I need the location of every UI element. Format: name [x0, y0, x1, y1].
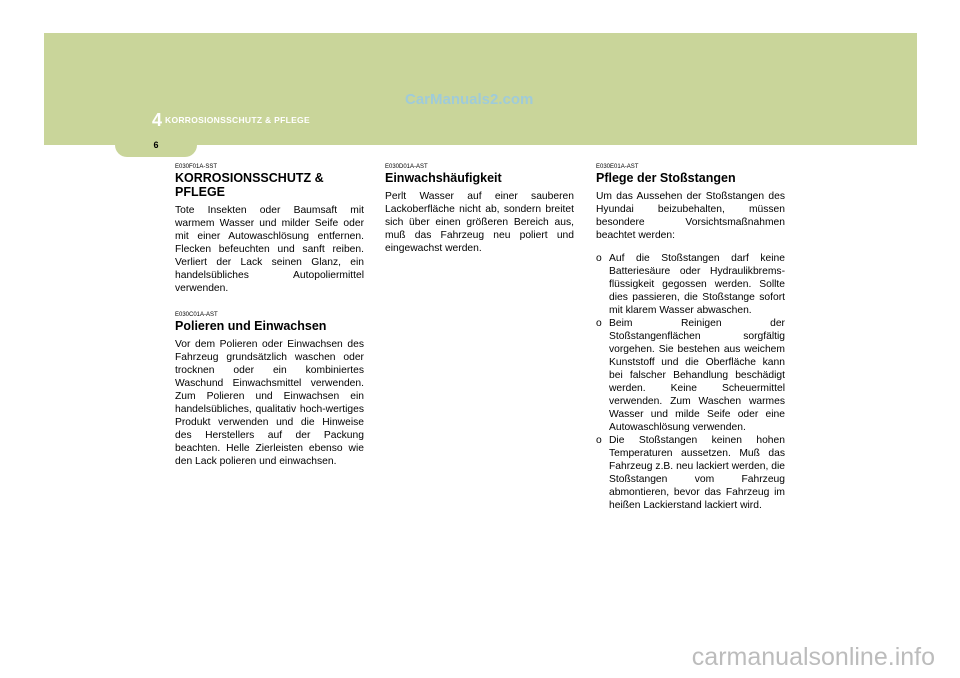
section-heading: Polieren und Einwachsen [175, 319, 327, 333]
list-item [596, 434, 785, 512]
bumper-care-list [596, 252, 785, 512]
section-code: E030C01A-AST [175, 312, 218, 318]
section-heading: KORROSIONSSCHUTZ & PFLEGE [175, 171, 324, 199]
list-item-text: Auf die Stoßstangen darf keine Batteriesäure oder Hydraulikbrems-flüssigkeit gegossen werden. Sollte dies passieren, die Stoßstange sofort mit klarem Wasser abwaschen. [609, 253, 785, 316]
column-3 [596, 163, 785, 512]
watermark-bottom-link[interactable]: carmanualsonline.info [691, 643, 935, 671]
section-code: E030F01A-SST [175, 164, 218, 170]
section-code: E030D01A-AST [385, 164, 428, 170]
list-item [596, 317, 785, 434]
bullet-marker: o [596, 318, 602, 329]
section-heading: Pflege der Stoßstangen [596, 171, 736, 185]
list-item [596, 252, 785, 317]
section-body: Vor dem Polieren oder Einwachsen des Fahrzeug grundsätzlich waschen oder trocknen oder ein kombiniertes Waschund Einwachsmittel verwenden. Zum Polieren und Einwachsen ein handelsübliches, qualitativ hoch-wertiges Produkt verwenden und die Hinweise des Herstellers auf der Packung beachten. Helle Zierleisten ebenso wie den Lack polieren und einwachsen. [175, 339, 364, 467]
column-2 [385, 163, 574, 255]
watermark-top-link[interactable]: CarManuals2.com [405, 91, 534, 108]
chapter-title: KORROSIONSSCHUTZ & PFLEGE [165, 115, 310, 125]
chapter-number: 4 [152, 110, 163, 130]
bullet-marker: o [596, 253, 602, 264]
section-body: Perlt Wasser auf einer sauberen Lackoberfläche nicht ab, sondern breitet sich über einen größeren Bereich aus, muß das Fahrzeug neu poliert und eingewachst werden. [385, 191, 574, 254]
page-number: 6 [153, 140, 159, 150]
section-body: Tote Insekten oder Baumsaft mit warmem Wasser und milder Seife oder mit einer Autowaschlösung entfernen. Flecken befeuchten und sanft reiben. Verliert der Lack seinen Glanz, ein handelsübliches Autopoliermittel verwenden. [175, 205, 364, 294]
list-item-text: Die Stoßstangen keinen hohen Temperaturen aussetzen. Muß das Fahrzeug z.B. neu lackiert werden, die Stoßstangen vom Fahrzeug abmontieren, bevor das Fahrzeug im heißen Lackierstand lackiert wird. [609, 435, 785, 511]
header-band [44, 33, 917, 145]
section-code: E030E01A-AST [596, 164, 639, 170]
section-body: Um das Aussehen der Stoßstangen des Hyundai beizubehalten, müssen besondere Vorsichtsmaßnahmen beachtet werden: [596, 191, 785, 241]
section-heading: Einwachshäufigkeit [385, 171, 502, 185]
column-1 [175, 163, 364, 468]
page-tab [115, 133, 197, 157]
bullet-marker: o [596, 435, 602, 446]
list-item-text: Beim Reinigen der Stoßstangenflächen sorgfältig vorgehen. Sie bestehen aus weichem Kunststoff und die Oberfläche kann bei falscher Behandlung beschädigt werden. Keine Scheuermittel verwenden. Zum Waschen warmes Wasser und milde Seife oder eine Autowaschlösung verwenden. [609, 318, 785, 433]
